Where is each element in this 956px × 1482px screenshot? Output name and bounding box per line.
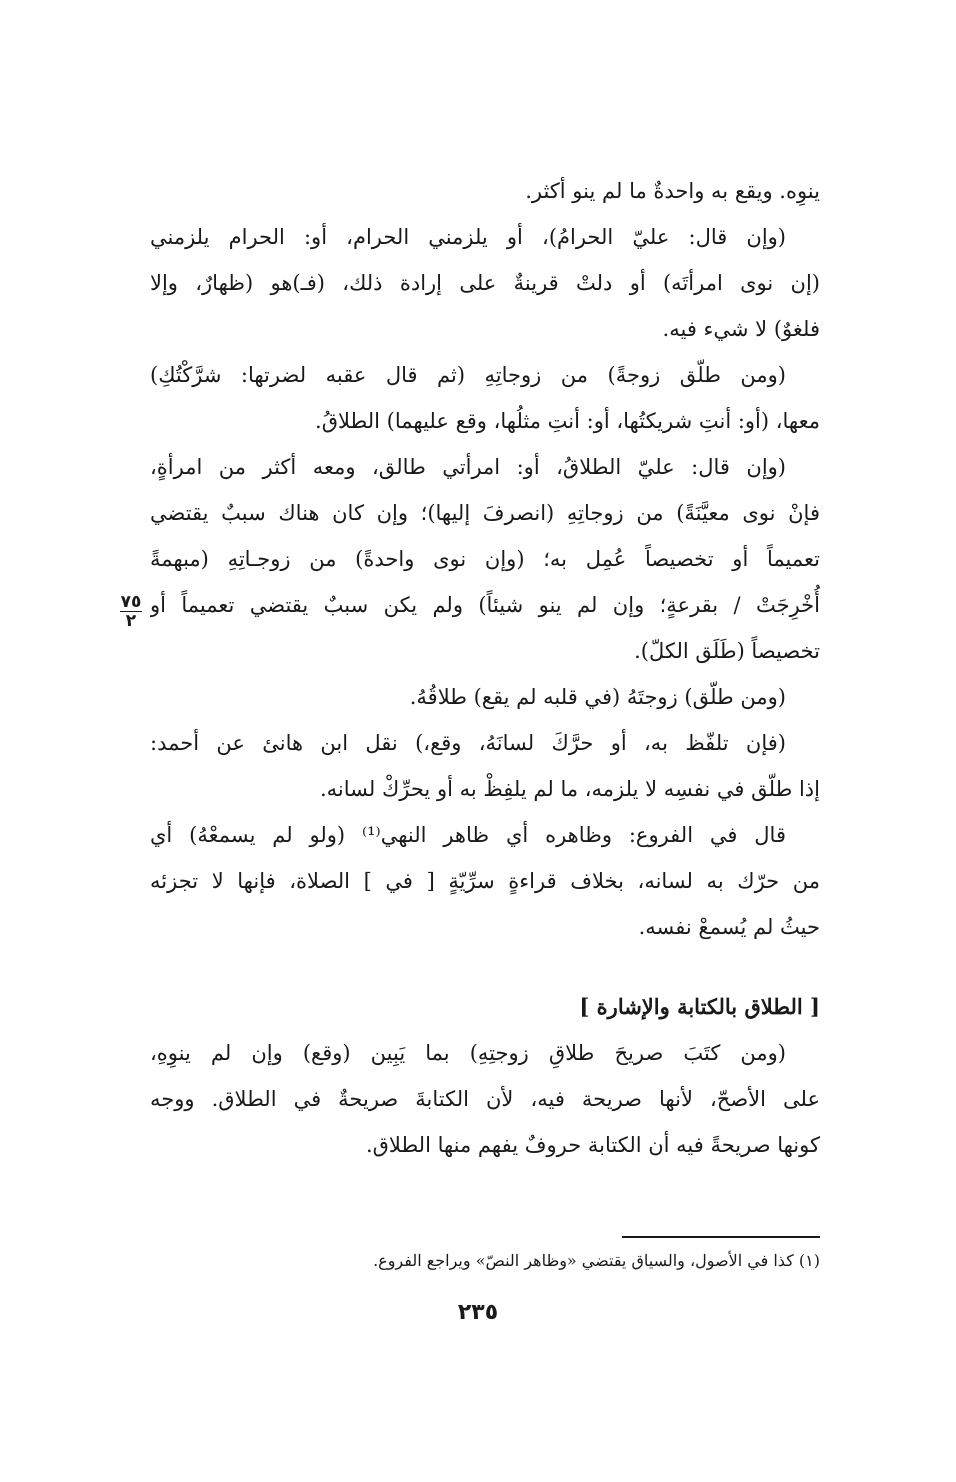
text-line: معها، (أو: أنتِ شريكتُها، أو: أنتِ مثلُها، وقع عليهما) الطلاقُ. xyxy=(315,409,820,433)
text-line: أُخْرِجَتْ / بقرعةٍ؛ وإن لم ينو شيئاً) ولم يكن سببٌ يقتضي تعميماً أو xyxy=(150,593,820,617)
text-line: كونها صريحةً فيه أن الكتابة حروفٌ يفهم منها الطلاق. xyxy=(365,1133,820,1157)
margin-page-marker xyxy=(116,594,146,629)
margin-marker-top: ٧٥ xyxy=(120,592,142,612)
section-heading: [ الطلاق بالكتابة والإشارة ] xyxy=(579,994,820,1019)
text-line: تخصيصاً (طَلَق الكلّ). xyxy=(634,639,820,663)
text-line: ينوِه. ويقع به واحدةٌ ما لم ينو أكثر. xyxy=(525,179,820,203)
footnote: (١) كذا في الأصول، والسياق يقتضي «وظاهر النصّ» ويراجع الفروع. xyxy=(373,1251,820,1270)
text-line: (وإن قال: عليّ الطلاقُ، أو: امرأتي طالق، ومعه أكثر من امرأةٍ، xyxy=(150,455,786,479)
margin-marker-bottom: ٢ xyxy=(125,611,137,631)
main-text xyxy=(150,168,820,1168)
footnote-divider xyxy=(622,1236,820,1238)
text-line: (إن نوى امرأتَه) أو دلتْ قرينةٌ على إرادة ذلك، (فـ)هو (ظهارٌ، وإلا xyxy=(150,271,820,295)
text-line: حيثُ لم يُسمعْ نفسه. xyxy=(638,915,820,939)
text-line: من حرّك به لسانه، بخلاف قراءةٍ سرِّيّةٍ [ في ] الصلاة، فإنها لا تجزئه xyxy=(150,869,820,893)
text-line: (ومن طلّق) زوجتَهُ (في قلبه لم يقع) طلاقُهُ. xyxy=(409,685,786,709)
text-line: فلغوٌ) لا شيء فيه. xyxy=(662,317,820,341)
text-line: (ومن طلّق زوجةً) من زوجاتِهِ (ثم قال عقبه لضرتها: شرَّكْتُكِ) xyxy=(150,363,786,387)
text-line: (فإن تلفّظ به، أو حرَّكَ لسانَهُ، وقع،) نقل ابن هانئ عن أحمد: xyxy=(150,731,786,755)
page-number: ٢٣٥ xyxy=(457,1300,499,1325)
text-line: تعميماً أو تخصيصاً عُمِل به؛ (وإن نوى واحدةً) من زوجـاتِهِ (مبهمةً xyxy=(150,547,820,571)
text-line: (ومن كتَبَ صريحَ طلاقِ زوجتِهِ) بما يَبِين (وقع) وإن لم ينوِهِ، xyxy=(150,1041,786,1065)
text-line: قال في الفروع: وظاهره أي ظاهر النهي⁽¹⁾ (ولو لم يسمعْهُ) أي xyxy=(150,823,786,847)
text-line: على الأصحّ، لأنها صريحة فيه، لأن الكتابةَ صريحةٌ في الطلاق. ووجه xyxy=(150,1087,820,1111)
text-line: إذا طلّق في نفسِه لا يلزمه، ما لم يلفِظْ به أو يحرِّكْ لسانه. xyxy=(319,777,820,801)
text-line: فإنْ نوى معيَّنَةً) من زوجاتِهِ (انصرفَ إليها)؛ وإن كان هناك سببٌ يقتضي xyxy=(150,501,820,525)
section-gap xyxy=(150,950,820,984)
text-line: (وإن قال: عليّ الحرامُ)، أو يلزمني الحرام، أو: الحرام يلزمني xyxy=(150,225,786,249)
